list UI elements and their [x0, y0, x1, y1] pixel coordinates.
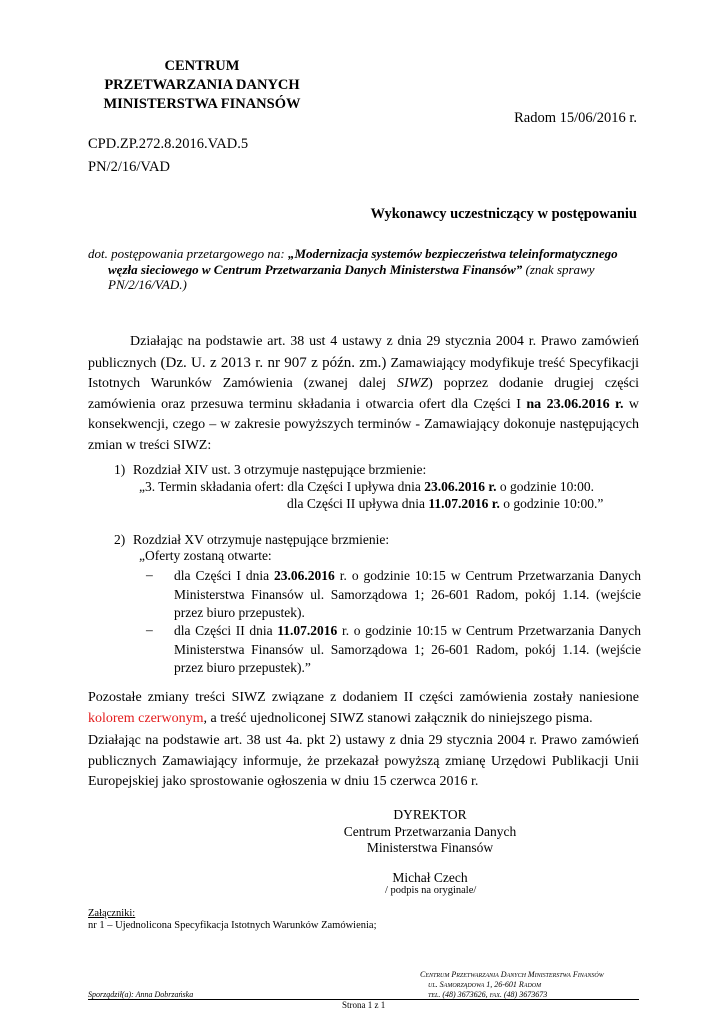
addressee: Wykonawcy uczestniczący w postępowaniu [370, 206, 637, 222]
case-reference: CPD.ZP.272.8.2016.VAD.5 [88, 136, 249, 152]
dash-bullet: – [146, 567, 153, 582]
intro-legal-ref: (Dz. U. z 2013 r. nr 907 z późn. zm.) [160, 354, 387, 371]
subject-title-a: „Modernizacja systemów bezpieczeństwa teleinformatycznego [287, 246, 618, 261]
header-line-3: MINISTERSTWA FINANSÓW [103, 96, 301, 112]
document-date: Radom 15/06/2016 r. [514, 110, 637, 126]
item-2-dash-1: – dla Części I dnia 23.06.2016 r. o godzinie 10:15 w Centrum Przetwarzania Danych Ministerstwa Finansów ul. Samorządowa 1; 26-601 Radom, pokój 1.14. (wejście przez biuro przepustek). [146, 567, 641, 620]
intro-paragraph [88, 332, 639, 456]
subject [88, 246, 641, 293]
intro-date: na 23.06.2016 r. [526, 396, 624, 412]
intro-siwz: SIWZ [397, 376, 429, 391]
item-2-quote: „Oferty zostaną otwarte: [139, 548, 272, 563]
footer-phone: tel. (48) 3673626, fax. (48) 3673673 [428, 990, 548, 999]
intro-text-5: ) poprzez dodanie drugiej części zamówienia oraz przesuwa terminu składania i otwarcia ofert dla Części I [88, 376, 639, 412]
header-line-1: CENTRUM [164, 58, 240, 74]
subject-suffix-a: (znak sprawy [522, 261, 595, 277]
item-2-dash-2: – dla Części II dnia 11.07.2016 r. o godzinie 10:15 w Centrum Przetwarzania Danych Ministerstwa Finansów ul. Samorządowa 1; 26-601 Radom, pokój 1.14. (wejście przez biuro przepustek).” [146, 622, 641, 675]
attachment-item: nr 1 – Ujednolicona Specyfikacja Istotnych Warunków Zamówienia; [88, 920, 377, 931]
item-1-text: Rozdział XIV ust. 3 otrzymuje następujące brzmienie: [133, 462, 427, 477]
signature-name: Michał Czech [392, 870, 468, 885]
subject-prefix: dot. postępowania przetargowego na: [88, 246, 288, 261]
intro-text-3: Zamawiający modyfikuje treść Specyfikacji Istotnych Warunków Zamówienia (zwanej dalej [88, 355, 640, 391]
attachments-label: Załączniki: [88, 908, 136, 919]
item-2-number: 2) [114, 532, 126, 547]
signature-note: / podpis na oryginale/ [385, 885, 477, 896]
item-2-text: Rozdział XV otrzymuje następujące brzmienie: [133, 532, 390, 547]
item-1-quote-line-2: dla Części II upływa dnia 11.07.2016 r. o godzinie 10:00.” [287, 496, 604, 511]
red-highlight: kolorem czerwonym [88, 710, 204, 726]
footer-org: Centrum Przetwarzania Danych Ministerstwa Finansów [420, 970, 604, 979]
subject-title-b: węzła sieciowego w Centrum Przetwarzania Danych Ministerstwa Finansów” [108, 261, 523, 277]
signature-org-1: Centrum Przetwarzania Danych [343, 824, 517, 839]
footer-address: ul. Samorządowa 1, 26-601 Radom [428, 980, 542, 989]
item-1-quote-line-1: „3. Termin składania ofert: dla Części I upływa dnia 23.06.2016 r. o godzinie 10:00. [139, 479, 594, 494]
signature-org-2: Ministerstwa Finansów [366, 840, 494, 855]
subject-suffix-b: PN/2/16/VAD.) [108, 277, 187, 292]
publication-paragraph: Działając na podstawie art. 38 ust 4a. pkt 2) ustawy z dnia 29 stycznia 2004 r. Prawo zamówień publicznych Zamawiający informuje, że przekazał powyższą zmianę Urzędowi Publikacji Unii Europejskiej jako sprostowanie ogłoszenia w dniu 15 czerwca 2016 r. [88, 733, 639, 789]
footer-prepared-by: Sporządził(a): Anna Dobrzańska [88, 990, 194, 999]
page-number: Strona 1 z 1 [342, 1000, 386, 1010]
header-line-2: PRZETWARZANIA DANYCH [104, 77, 300, 93]
item-1-number: 1) [114, 462, 126, 477]
signature-title: DYREKTOR [393, 807, 467, 822]
intro-text-7: w konsekwencji, czego – w zakresie powyższych terminów - Zamawiający dokonuje następujących zmian w treści SIWZ: [88, 396, 639, 453]
case-number: PN/2/16/VAD [88, 159, 170, 175]
intro-text-1: Działając na podstawie art. 38 ust 4 ustawy z dnia 29 stycznia 2004 r. Prawo zamówień publicznych [88, 334, 639, 371]
institution-header [88, 57, 316, 114]
dash-bullet: – [146, 622, 153, 637]
changes-paragraph: Pozostałe zmiany treści SIWZ związane z dodaniem II części zamówienia zostały naniesione kolorem czerwonym, a treść ujednoliconej SIWZ stanowi załącznik do niniejszego pisma. [88, 690, 639, 726]
